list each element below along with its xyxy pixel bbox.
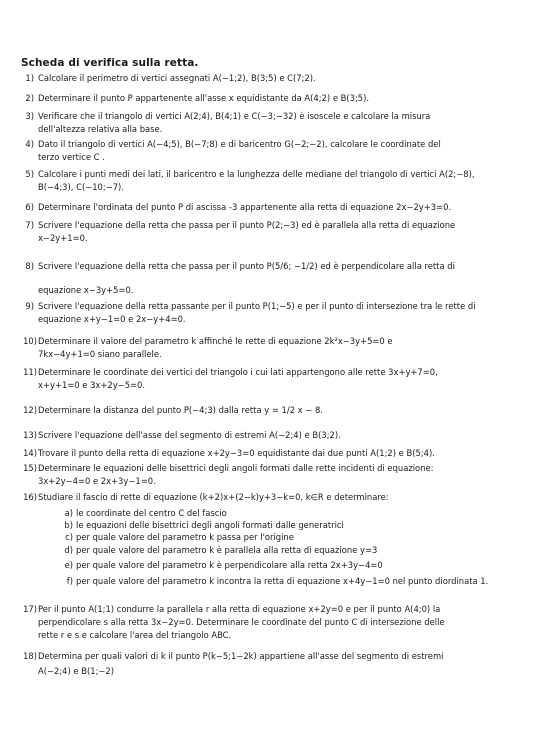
exercise-text-line: Scrivere l'equazione della retta che passa per il punto P(2;−3) ed è parallela alla retta di equazione	[38, 220, 456, 230]
sub-item-f	[66, 575, 501, 588]
exercise-text-line: Determinare la distanza del punto P(−4;3) dalla retta y = 1/2 x − 8.	[38, 405, 323, 415]
exercise-text-line: A(−2;4) e B(1;−2)	[38, 666, 115, 676]
exercise-text-line: Determinare le equazioni delle bisettrici degli angoli formati dalle rette incidenti di equazione:	[38, 463, 434, 473]
exercise-text-line: B(−4;3), C(−10;−7).	[38, 182, 124, 192]
exercise-6	[25, 201, 503, 214]
sub-item-c	[65, 531, 501, 544]
exercise-text-line: equazione x+y−1=0 e 2x−y+4=0.	[38, 314, 186, 324]
sub-item-letter: b)	[64, 520, 73, 530]
exercise-text-line: perpendicolare s alla retta 3x−2y=0. Determinare le coordinate del punto C di intersezione delle	[38, 617, 445, 627]
sub-item-letter: f)	[66, 576, 73, 586]
exercise-text-line: 3x+2y−4=0 e 2x+3y−1=0.	[38, 476, 156, 486]
exercise-15	[23, 462, 503, 488]
exercise-number: 1)	[25, 73, 34, 83]
exercise-number: 14)	[23, 448, 37, 458]
exercise-8	[25, 259, 503, 298]
exercise-18	[23, 650, 503, 678]
exercise-number: 4)	[25, 139, 34, 149]
exercise-number: 12)	[23, 405, 37, 415]
sub-item-letter: d)	[64, 545, 73, 555]
page-title: Scheda di verifica sulla retta.	[21, 57, 199, 69]
exercise-number: 3)	[25, 111, 34, 121]
exercise-number: 18)	[23, 651, 37, 661]
sub-item-letter: a)	[64, 508, 73, 518]
exercise-13	[23, 429, 503, 442]
exercise-number: 10)	[23, 336, 37, 346]
exercise-number: 6)	[25, 202, 34, 212]
exercise-7	[25, 219, 503, 245]
exercise-text-line: Verificare che il triangolo di vertici A(2;4), B(4;1) e C(−3;−32) è isoscele e calcolare la misura	[38, 111, 431, 121]
sub-item-letter: c)	[65, 532, 73, 542]
exercise-text-line: x+y+1=0 e 3x+2y−5=0.	[38, 380, 146, 390]
exercise-number: 5)	[25, 169, 34, 179]
exercise-number: 2)	[25, 93, 34, 103]
exercise-text-line: Determinare il valore del parametro k affinché le rette di equazione 2k²x−3y+5=0 e	[38, 336, 393, 346]
exercise-text-line: Determinare l'ordinata del punto P di ascissa -3 appartenente alla retta di equazione 2x−2y+3=0.	[38, 202, 452, 212]
exercise-text-line: Scrivere l'equazione della retta che passa per il punto P(5/6; −1/2) ed è perpendicolare alla retta di	[38, 261, 455, 271]
sub-item-text-line: per quale valore del parametro k è parallela alla retta di equazione y=3	[76, 545, 378, 555]
exercise-text-line: Determinare le coordinate dei vertici del triangolo i cui lati appartengono alle rette 3x+y+7=0,	[38, 367, 438, 377]
exercise-text-line: 7kx−4y+1=0 siano parallele.	[38, 349, 162, 359]
sub-item-text-line: ordinata 1.	[442, 576, 489, 586]
exercise-2	[25, 92, 503, 105]
exercise-text-line: Scrivere l'equazione dell'asse del segmento di estremi A(−2;4) e B(3;2).	[38, 430, 341, 440]
exercise-number: 17)	[23, 604, 37, 614]
exercise-14	[23, 447, 503, 460]
exercise-text-line: Calcolare il perimetro di vertici assegnati A(−1;2), B(3;5) e C(7;2).	[38, 73, 316, 83]
exercise-text-line: dell'altezza relativa alla base.	[38, 124, 163, 134]
sub-item-d	[64, 544, 501, 557]
exercise-text-line: Scrivere l'equazione della retta passante per il punto P(1;−5) e per il punto di intersezione tra le rette di	[38, 301, 476, 311]
exercise-number: 13)	[23, 430, 37, 440]
exercise-4	[25, 138, 503, 164]
exercise-16	[23, 491, 503, 504]
exercise-text-line: Studiare il fascio di rette di equazione (k+2)x+(2−k)y+3−k=0, k∈R e determinare:	[38, 492, 389, 502]
exercise-text-line: Determinare il punto P appartenente all'asse x equidistante da A(4;2) e B(3;5).	[38, 93, 370, 103]
exercise-number: 15)	[23, 463, 37, 473]
exercise-10	[23, 335, 503, 361]
exercise-3	[25, 110, 503, 136]
sub-item-text-line: per quale valore del parametro k è perpendicolare alla retta 2x+3y−4=0	[76, 560, 383, 570]
exercise-11	[23, 366, 503, 392]
exercise-number: 16)	[23, 492, 37, 502]
exercise-number: 11)	[23, 367, 37, 377]
sub-item-text-line: per quale valore del parametro k passa per l'origine	[76, 532, 294, 542]
exercise-text-line: Determina per quali valori di k il punto P(k−5;1−2k) appartiene all'asse del segmento di estremi	[38, 651, 444, 661]
sub-item-text-line: le coordinate del centro C del fascio	[76, 508, 227, 518]
exercise-text-line: x−2y+1=0.	[38, 233, 88, 243]
sub-item-letter: e)	[64, 560, 73, 570]
exercise-5	[25, 168, 503, 194]
sub-item-text-line: le equazioni delle bisettrici degli angoli formati dalle generatrici	[76, 520, 344, 530]
exercise-text-line: terzo vertice C .	[38, 152, 105, 162]
exercise-text-line: Calcolare i punti medi dei lati, il baricentro e la lunghezza delle mediane del triangolo di vertici A(2;−8),	[38, 169, 475, 179]
exercise-number: 9)	[25, 301, 34, 311]
exercise-text-line: rette r e s e calcolare l'area del triangolo ABC.	[38, 630, 232, 640]
exercise-9	[25, 300, 503, 326]
exercise-text-line: equazione x−3y+5=0.	[38, 285, 134, 295]
exercise-text-line: Per il punto A(1;1) condurre la parallela r alla retta di equazione x+2y=0 e per il punto A(4;0) la	[38, 604, 441, 614]
exercise-number: 7)	[25, 220, 34, 230]
exercise-text-line: Trovare il punto della retta di equazione x+2y−3=0 equidistante dai due punti A(1;2) e B(5;4).	[38, 448, 435, 458]
exercise-12	[23, 404, 503, 417]
sub-item-text-line: per quale valore del parametro k incontra la retta di equazione x+4y−1=0 nel punto di	[76, 576, 443, 586]
exercise-text-line: Dato il triangolo di vertici A(−4;5), B(−7;8) e di baricentro G(−2;−2), calcolare le coordinate del	[38, 139, 441, 149]
exercise-17	[23, 603, 503, 642]
exercise-1	[25, 72, 503, 85]
sub-item-e	[64, 559, 501, 572]
exercise-number: 8)	[25, 261, 34, 271]
